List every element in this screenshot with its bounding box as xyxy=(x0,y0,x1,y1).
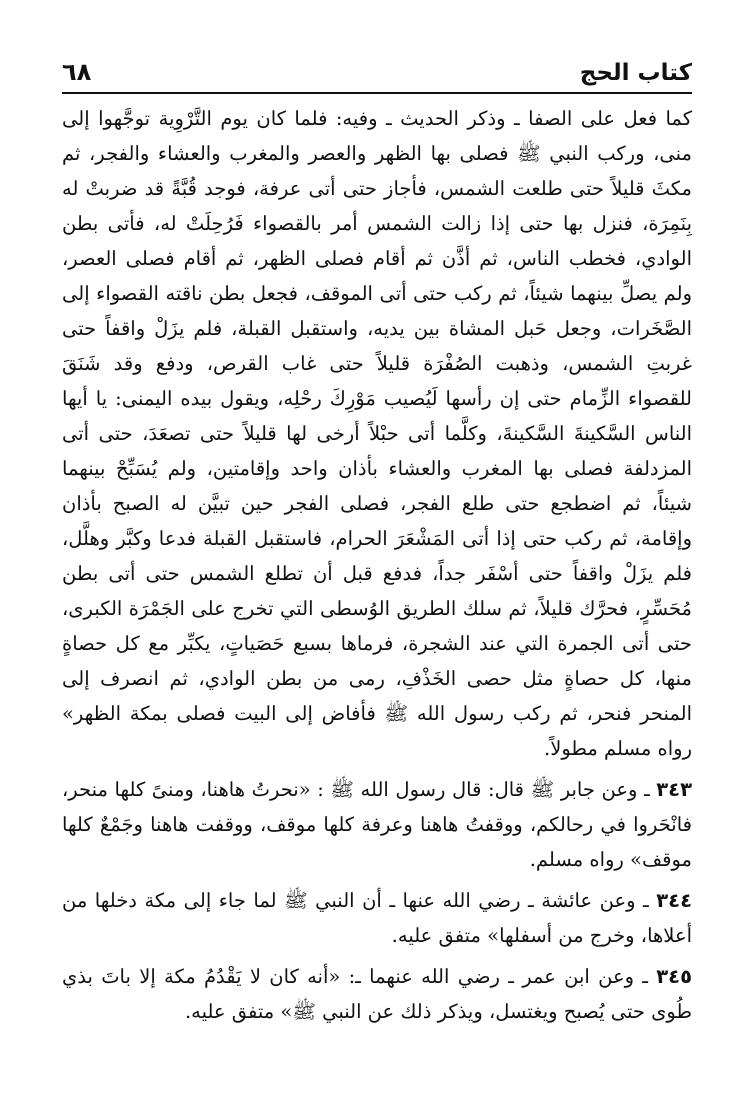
hadith-number: ٣٤٤ xyxy=(656,889,692,912)
book-title: كتاب الحج xyxy=(579,60,692,86)
hadith-text: ـ وعن ابن عمر ـ رضي الله عنهما ـ: «أنه كان لا يَقْدُمُ مكة إلا باتَ بذي طُوى حتى يُصبح ويغتسل، ويذكر ذلك عن النبي ﷺ» متفق عليه. xyxy=(62,965,692,1023)
page-body xyxy=(62,101,692,1029)
hadith-345 xyxy=(62,959,692,1029)
paragraph-text: كما فعل على الصفا ـ وذكر الحديث ـ وفيه: فلما كان يوم التَّرْوِية توجَّهوا إلى منى، وركب النبي ﷺ فصلى بها الظهر والعصر والمغرب والعشاء والفجر، ثم مكثَ قليلاً حتى طلعت الشمس، فأجاز حتى أتى عرفة، فوجد قُبَّةً قد ضربتْ له بِنَمِرَة، فنزل بها حتى إذا زالت الشمس أمر بالقصواء فَرُحِلَتْ له، فأتى بطن الوادي، فخطب الناس، ثم أذَّن ثم أقام فصلى الظهر، ثم أقام فصلى العصر، ولم يصلِّ بينهما شيئاً، ثم ركب حتى أتى الموقف، فجعل بطن ناقته القصواء إلى الصَّخَرات، وجعل حَبل المشاة بين يديه، واستقبل القبلة، فلم يزَلْ واقفاً حتى غربتِ الشمس، وذهبت الصُفْرَة قليلاً حتى غاب القرص، ودفع وقد شَنَقَ للقصواء الزِّمام حتى إن رأسها لَيُصيب مَوْرِكَ رحْلِه، ويقول بيده اليمنى: يا أيها الناس السَّكينةَ السَّكينةَ، وكلَّما أتى حبْلاً أرخى لها قليلاً حتى تصعَدَ، حتى أتى المزدلفة فصلى بها المغرب والعشاء بأذان واحد وإقامتين، ولم يُسَبِّحْ بينهما شيئاً، ثم اضطجع حتى طلع الفجر، فصلى الفجر حين تبيَّن له الصبح بأذان وإقامة، ثم ركب حتى إذا أتى المَشْعَرَ الحرام، فاستقبل القبلة فدعا وكبَّر وهلَّل، فلم يزَلْ واقفاً حتى أسْفَر جداً، فدفع قبل أن تطلع الشمس حتى أتى بطن مُحَسِّرٍ، فحرَّك قليلاً، ثم سلك الطريق الوُسطى التي تخرج على الجَمْرَة الكبرى، حتى أتى الجمرة التي عند الشجرة، فرماها بسبع حَصَياتٍ، يكبِّر مع كل حصاةٍ منها، كل حصاةٍ مثل حصى الخَذْفِ، رمى من بطن الوادي، ثم انصرف إلى المنحر فنحر، ثم ركب رسول الله ﷺ فأفاض إلى البيت فصلى بمكة الظهر» رواه مسلم مطولاً. xyxy=(62,107,692,760)
hadith-number: ٣٤٥ xyxy=(656,965,692,988)
page-number: ٦٨ xyxy=(62,58,92,86)
hadith-text: ـ وعن عائشة ـ رضي الله عنها ـ أن النبي ﷺ لما جاء إلى مكة دخلها من أعلاها، وخرج من أسفلها» متفق عليه. xyxy=(62,889,692,947)
hadith-344 xyxy=(62,883,692,953)
hadith-number: ٣٤٣ xyxy=(656,778,692,801)
paragraph-continuation xyxy=(62,101,692,766)
hadith-text: ـ وعن جابر ﷺ قال: قال رسول الله ﷺ : «نحرتُ هاهنا، ومنىً كلها منحر، فانْحَروا في رحالكم، ووقفتُ هاهنا وعرفة كلها موقف، ووقفت هاهنا وجَمْعٌ كلها موقف» رواه مسلم. xyxy=(62,778,692,871)
hadith-343 xyxy=(62,772,692,877)
running-header xyxy=(62,50,692,94)
